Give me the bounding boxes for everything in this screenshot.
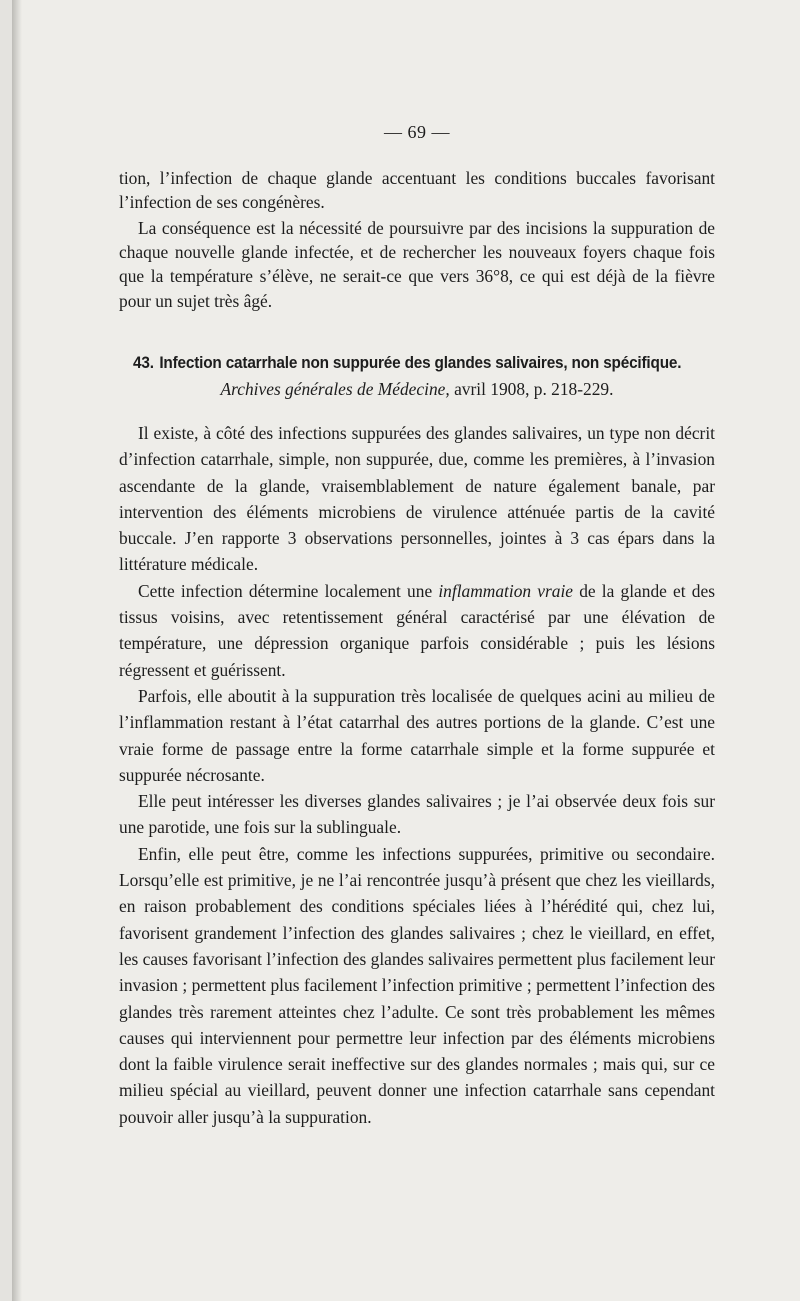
citation-details: avril 1908, p. 218-229.: [449, 379, 614, 399]
body-paragraph-4: Elle peut intéresser les diverses glandes salivaires ; je l’ai observée deux fois sur une parotide, une fois sur la sublinguale.: [119, 791, 715, 838]
paragraph-consequence: La conséquence est la nécessité de poursuivre par des incisions la suppuration de chaque nouvelle glande infectée, et de rechercher les nouveaux foyers chaque fois que la température s’élève, ne serait-ce que vers 36°8, ce qui est déjà de la fièvre pour un sujet très âgé.: [119, 218, 715, 311]
section-heading: [133, 354, 682, 373]
paragraph-continuation: tion, l’infection de chaque glande accentuant les conditions buccales favorisant l’infection de ses congénères.: [119, 168, 715, 213]
body-paragraph-5: Enfin, elle peut être, comme les infections suppurées, primitive ou secondaire. Lorsqu’elle est primitive, je ne l’ai rencontrée jusqu’à présent que chez les vieillards, en raison probablement des conditions spéciales liées à l’hérédité qui, chez lui, favorisent grandement l’infection des glandes salivaires ; chez le vieillard, en effet, les causes favorisant l’infection des glandes salivaires permettent plus facilement leur invasion ; permettent plus facilement l’infection primitive ; permettent l’infection des glandes très rarement atteintes chez l’adulte. Ce sont très probablement les mêmes causes qui interviennent pour permettre leur infection par des éléments microbiens dont la faible virulence serait ineffective sur des glandes normales ; mais qui, sur ce milieu spécial au vieillard, peuvent donner une infection catarrhale sans cependant pouvoir aller jusqu’à la suppuration.: [119, 843, 715, 1127]
section-body: [119, 420, 715, 1130]
citation-journal: Archives générales de Médecine,: [220, 379, 450, 399]
section-title: Infection catarrhale non suppurée des glandes salivaires, non spécifique.: [159, 354, 682, 372]
body-paragraph-2: [119, 578, 715, 683]
body-paragraph-3: Parfois, elle aboutit à la suppuration très localisée de quelques acini au milieu de l’inflammation restant à l’état catarrhal des autres portions de la glande. C’est une vraie forme de passage entre la forme catarrhale simple et la forme suppurée et suppurée nécrosante.: [119, 685, 715, 785]
body-paragraph-2-end: de la glande et des tissus voisins, avec retentissement général caractérisé par une élévation de température, une dépression organique parfois considérable ; puis les lésions régressent et guérissent.: [119, 580, 715, 680]
section-number: 43.: [133, 354, 154, 372]
emphasis-inflammation-vraie: inflammation vraie: [438, 580, 574, 601]
body-paragraph-1: Il existe, à côté des infections suppurées des glandes salivaires, un type non décrit d’infection catarrhale, simple, non suppurée, due, comme les premières, à l’invasion ascendante de la glande, vraisemblablement de nature également banale, par intervention des éléments microbiens de virulence atténuée partis de la cavité buccale. J’en rapporte 3 observations personnelles, jointes à 3 cas épars dans la littérature médicale.: [119, 423, 715, 575]
book-page: [12, 0, 800, 1301]
section-citation: [119, 379, 715, 400]
body-paragraph-2-start: Cette infection détermine localement une: [138, 580, 439, 601]
page-number: — 69 —: [384, 122, 450, 142]
